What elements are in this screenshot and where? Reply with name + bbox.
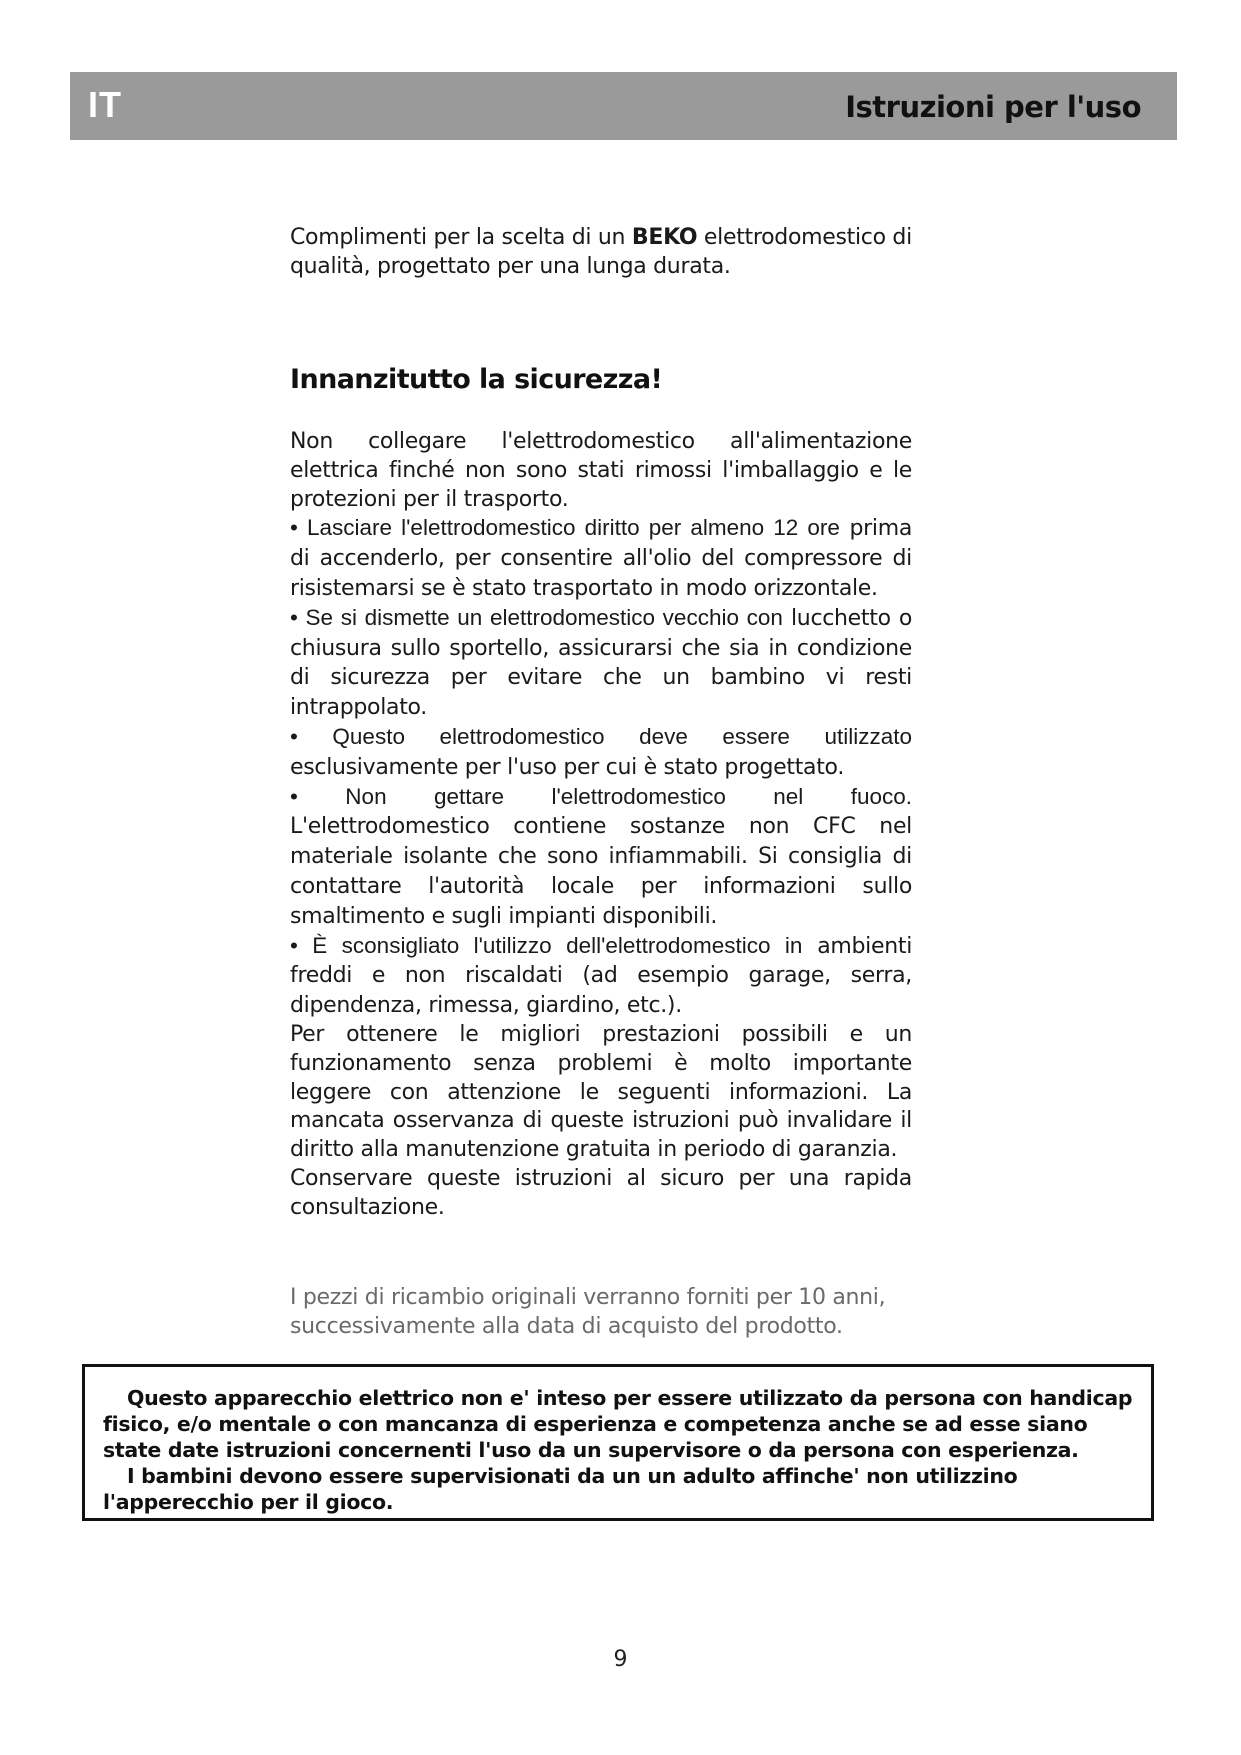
bullet-marker: •	[290, 723, 298, 749]
warning-paragraph: I bambini devono essere supervisionati da un un adulto affinche' non utilizzino l'apperecchio per il gioco.	[103, 1464, 1018, 1514]
bullet-lead: Lasciare l'elettrodomestico diritto per almeno 12 ore	[297, 515, 840, 541]
warning-box	[82, 1364, 1154, 1521]
bullet-lead: Se si dismette un elettrodomestico vecchio con	[297, 604, 783, 630]
bullet-lead: Questo elettrodomestico deve essere utilizzato	[297, 723, 912, 749]
bullet-text: L'elettrodomestico contiene sostanze non CFC nel materiale isolante che sono infiammabili. Si consiglia di contattare l'autorità locale per informazioni sullo smaltimento e sugli impianti disponibili.	[290, 814, 912, 929]
page-number: 9	[613, 1647, 628, 1672]
safety-bullet	[290, 604, 912, 723]
paragraph-text: Non collegare l'elettrodomestico all'alimentazione elettrica finché non sono stati rimossi l'imballaggio e le protezioni per il trasporto.	[290, 429, 912, 512]
bullet-marker: •	[290, 783, 298, 809]
intro-before-brand: Complimenti per la scelta di un	[290, 225, 632, 250]
main-content	[290, 224, 913, 1339]
safety-bullet	[290, 723, 912, 783]
bullet-text: lucchetto o chiusura sullo sportello, assicurarsi che sia in condizione di sicurezza per evitare che un bambino vi resti intrappolato.	[290, 605, 912, 721]
safety-paragraph	[290, 428, 912, 514]
safety-body	[290, 428, 912, 1223]
safety-bullet	[290, 514, 912, 603]
intro-paragraph	[290, 224, 912, 282]
bullet-text: prima di accenderlo, per consentire all'olio del compressore di risistemarsi se è stato trasportato in modo orizzontale.	[290, 516, 913, 601]
bullet-marker: •	[290, 932, 298, 958]
paragraph-text: Conservare queste istruzioni al sicuro per una rapida consultazione.	[290, 1165, 912, 1220]
safety-paragraph	[290, 1165, 912, 1223]
spare-parts-note: I pezzi di ricambio originali verranno forniti per 10 anni, successivamente alla data di acquisto del prodotto.	[290, 1285, 886, 1339]
header-title: Istruzioni per l'uso	[845, 90, 1141, 124]
language-code: IT	[88, 84, 122, 125]
paragraph-text: Per ottenere le migliori prestazioni possibili e un funzionamento senza problemi è molto importante leggere con attenzione le seguenti informazioni. La mancata osservanza di queste istruzioni può invalidare il diritto alla manutenzione gratuita in periodo di garanzia.	[290, 1021, 912, 1163]
bullet-lead: È sconsigliato l'utilizzo dell'elettrodomestico in	[297, 932, 803, 958]
safety-paragraph	[290, 1021, 912, 1165]
bullet-marker: •	[290, 604, 298, 630]
safety-bullet	[290, 932, 912, 1021]
intro-after-brand: elettrodomestico di qualità, progettato per una lunga durata.	[290, 225, 912, 279]
bullet-text: esclusivamente per l'uso per cui è stato progettato.	[290, 754, 845, 780]
safety-heading: Innanzitutto la sicurezza!	[290, 364, 663, 395]
brand-name: BEKO	[631, 225, 698, 250]
bullet-lead: Non gettare l'elettrodomestico nel fuoco.	[297, 783, 912, 809]
bullet-text: ambienti freddi e non riscaldati (ad esempio garage, serra, dipendenza, rimessa, giardino, etc.).	[290, 933, 913, 1019]
bullet-marker: •	[290, 515, 298, 541]
page-header	[70, 72, 1177, 140]
warning-paragraph: Questo apparecchio elettrico non e' inteso per essere utilizzato da persona con handicap fisico, e/o mentale o con mancanza di esperienza e competenza anche se ad esse siano state date istruzioni concernenti l'uso da un supervisore o da persona con esperienza.	[103, 1386, 1133, 1462]
safety-bullet	[290, 783, 912, 932]
